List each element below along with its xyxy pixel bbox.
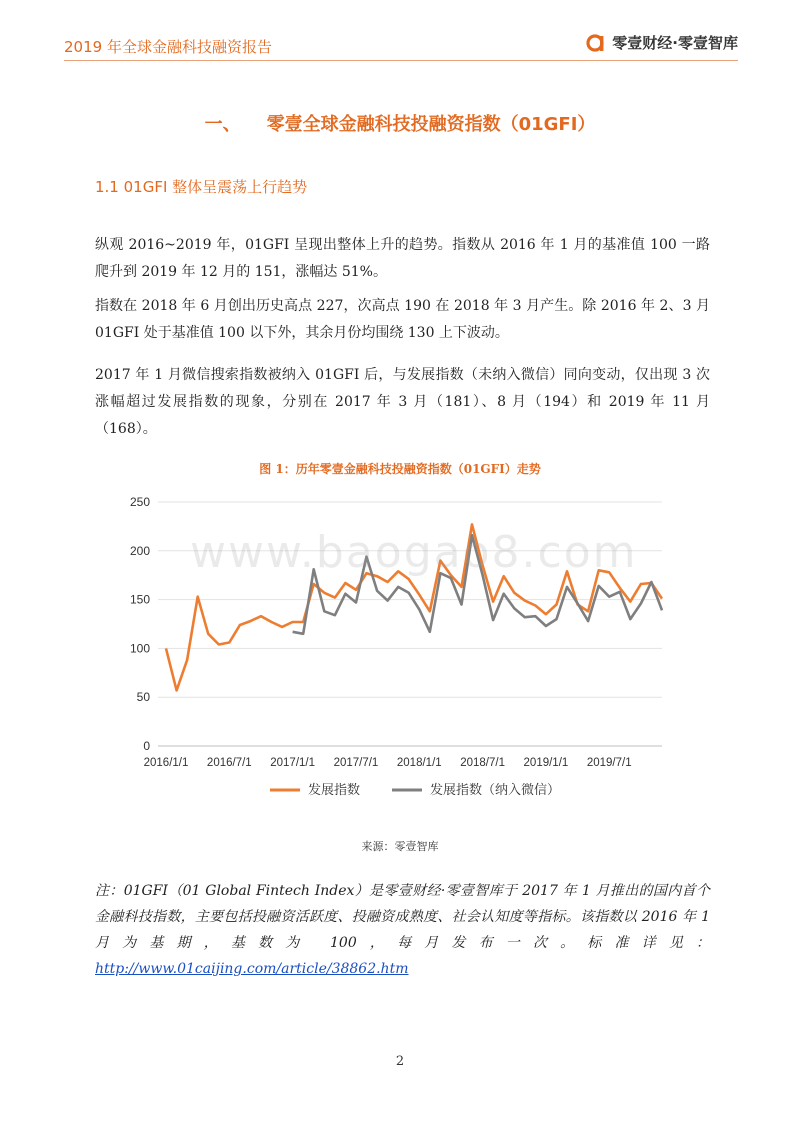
x-tick-label: 2016/7/1 <box>206 757 252 769</box>
y-tick-label: 50 <box>136 690 150 705</box>
paragraph-3: 2017 年 1 月微信搜索指数被纳入 01GFI 后，与发展指数（未纳入微信）同向变动，仅出现 3 次涨幅超过发展指数的现象，分别在 2017 年 3 月（181）、8 月（194）和 2019 年 11 月（168）。 <box>95 367 710 437</box>
section-number: 一、 <box>204 114 241 135</box>
note-text: 注：01GFI（01 Global Fintech Index）是零壹财经·零壹智库于 2017 年 1 月推出的国内首个金融科技指数，主要包括投融资活跃度、投融资成熟度、社会认知度等指标。该指数以 2016 年 1 月为基期，基数为 100，每月发布一次。标准详见： <box>95 883 710 951</box>
legend-label: 发展指数 <box>308 783 361 798</box>
watermark: www.baogao8.com <box>190 527 638 578</box>
x-tick-label: 2019/7/1 <box>586 757 632 769</box>
brand <box>586 32 738 53</box>
series-line-1 <box>166 524 662 690</box>
section-title <box>0 110 800 136</box>
note-link[interactable]: http://www.01caijing.com/article/38862.htm <box>95 961 409 977</box>
y-tick-label: 100 <box>129 641 150 656</box>
y-tick-label: 250 <box>129 495 150 509</box>
x-tick-label: 2019/1/1 <box>523 757 569 769</box>
note <box>95 878 710 982</box>
y-tick-label: 0 <box>143 739 150 753</box>
brand-logo-icon <box>586 33 606 53</box>
x-tick-label: 2016/1/1 <box>143 757 189 769</box>
y-tick-label: 200 <box>129 543 150 558</box>
paragraph-2: 指数在 2018 年 6 月创出历史高点 227，次高点 190 在 2018 年 3 月产生。除 2016 年 2、3 月 01GFI 处于基准值 100 以下外，其余月份均围绕 130 上下波动。 <box>95 298 710 341</box>
paragraph-1: 纵观 2016~2019 年，01GFI 呈现出整体上升的趋势。指数从 2016 年 1 月的基准值 100 一路爬升到 2019 年 12 月的 151，涨幅达 51%。 <box>95 237 710 280</box>
legend-label: 发展指数（纳入微信） <box>430 783 561 798</box>
subsection-title: 1.1 01GFI 整体呈震荡上行趋势 <box>95 178 308 196</box>
header-divider <box>64 60 738 61</box>
x-tick-label: 2018/7/1 <box>460 757 505 769</box>
y-tick-label: 150 <box>129 592 150 607</box>
section-title-text: 零壹全球金融科技投融资指数（01GFI） <box>266 114 596 135</box>
x-tick-label: 2017/1/1 <box>270 757 316 769</box>
brand-name: 零壹财经·零壹智库 <box>612 34 738 52</box>
line-chart <box>110 486 690 816</box>
page-number: 2 <box>395 1054 405 1069</box>
figure-title: 图 1：历年零壹金融科技投融资指数（01GFI）走势 <box>259 462 541 476</box>
x-tick-label: 2018/1/1 <box>396 757 442 769</box>
page-header <box>0 0 800 64</box>
report-title: 2019 年全球金融科技融资报告 <box>64 38 272 56</box>
index-chart <box>110 486 690 816</box>
figure-source: 来源：零壹智库 <box>361 840 439 853</box>
x-tick-label: 2017/7/1 <box>333 757 379 769</box>
